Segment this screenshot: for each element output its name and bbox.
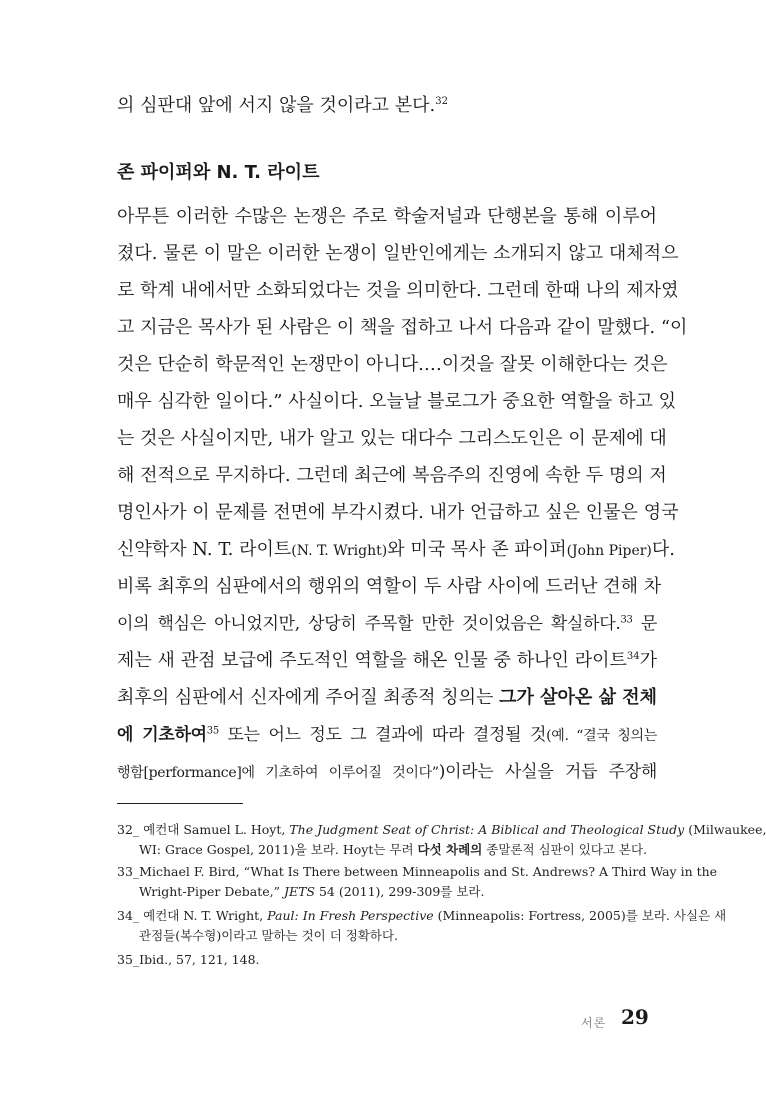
footnote-label: 33_ (117, 864, 140, 879)
name-gloss-wright: (N. T. Wright) (291, 543, 388, 559)
journal-title: JETS (283, 884, 315, 899)
footnote-text: 예컨대 Samuel L. Hoyt, (139, 822, 290, 837)
footnote-label: 35_ (117, 952, 140, 967)
footnote-text: Wright-Piper Debate,” (139, 884, 284, 899)
body-line (117, 717, 657, 753)
footnote-text: 관점들(복수형)이라고 말하는 것이 더 정확하다. (139, 928, 399, 943)
body-text: 다. (651, 539, 676, 560)
body-line (117, 643, 657, 679)
body-line: 고 지금은 목사가 된 사람은 이 책을 접하고 나서 다음과 같이 말했다. “이 (117, 317, 688, 338)
intro-text: 의 심판대 앞에 서지 않을 것이라고 본다. (117, 95, 436, 116)
body-line: 로 학계 내에서만 소화되었다는 것을 의미한다. 그런데 한때 나의 제자였 (117, 280, 679, 301)
footnote-ref-34[interactable]: 34 (626, 651, 640, 662)
body-line: 해 전적으로 무지하다. 그런데 최근에 복음주의 진영에 속한 두 명의 저 (117, 465, 667, 486)
body-line: 명인사가 이 문제를 전면에 부각시켰다. 내가 언급하고 싶은 인물은 영국 (117, 502, 679, 523)
body-line: 는 것은 사실이지만, 내가 알고 있는 대다수 그리스도인은 이 문제에 대 (117, 428, 667, 449)
footnote-ref-35[interactable]: 35 (206, 725, 219, 737)
body-text: 최후의 심판에서 신자에게 주어질 최종적 칭의는 (117, 687, 500, 708)
book-title: Paul: In Fresh Perspective (267, 908, 434, 923)
page-number: 29 (621, 1005, 649, 1029)
body-text: 가 (639, 650, 657, 671)
body-text: 이의 핵심은 아니었지만, 상당히 주목할 만한 것이었음은 확실하다. (117, 614, 621, 634)
footnote-text: Ibid., 57, 121, 148. (139, 952, 260, 967)
footnote-text: WI: Grace Gospel, 2011)을 보라. Hoyt는 무려 (139, 842, 418, 857)
body-text: )이라는 사실을 거듭 주장해 (438, 762, 657, 782)
footnote-text: (Milwaukee, (684, 822, 766, 837)
book-title: The Judgment Seat of Christ: A Biblical and Theological Study (289, 822, 685, 837)
footnote-34 (117, 906, 727, 946)
body-line (117, 532, 676, 568)
body-line (117, 606, 657, 642)
body-text: 신약학자 N. T. 라이트 (117, 539, 292, 560)
footnote-label: 32_ (117, 822, 140, 837)
body-line: 것은 단순히 학문적인 논쟁만이 아니다.…이것을 잘못 이해한다는 것은 (117, 354, 668, 375)
body-text: 와 미국 목사 존 파이퍼 (387, 539, 567, 560)
footnote-35 (117, 950, 657, 970)
body-line: 비록 최후의 심판에서의 행위의 역할이 두 사람 사이에 드러난 견해 차 (117, 576, 662, 597)
footnote-text: 54 (2011), 299-309를 보라. (315, 884, 485, 899)
footnote-text: 예컨대 N. T. Wright, (139, 908, 268, 923)
footnote-text: Michael F. Bird, “What Is There between Minneapolis and St. Andrews? A Third Way in the (139, 864, 718, 879)
emphasis-text: 그가 살아온 삶 전체 (499, 687, 657, 708)
body-line (117, 754, 657, 790)
footnote-text: (Minneapolis: Fortress, 2005)를 보라. 사실은 새 (433, 908, 727, 923)
footnote-text: 종말론적 심판이 있다고 본다. (482, 842, 648, 857)
emphasis-text: 다섯 차례의 (417, 842, 483, 857)
body-text: 또는 어느 정도 그 결과에 따라 결정될 것 (218, 725, 547, 745)
body-line: 졌다. 물론 이 말은 이러한 논쟁이 일반인에게는 소개되지 않고 대체적으 (117, 243, 679, 264)
example-note: (예. “결국 칭의는 (546, 728, 657, 744)
body-text: 제는 새 관점 보급에 주도적인 역할을 해온 인물 중 하나인 라이트 (117, 650, 627, 671)
running-footer-section: 서론 (581, 1016, 607, 1030)
section-heading: 존 파이퍼와 N. T. 라이트 (117, 162, 320, 183)
footnote-ref-33[interactable]: 33 (620, 614, 633, 626)
example-note: 행함[performance]에 기초하여 이루어질 것이다” (117, 765, 439, 781)
name-gloss-piper: (John Piper) (566, 543, 652, 559)
intro-paragraph (117, 91, 657, 121)
footnote-divider (117, 803, 243, 804)
footnote-33 (117, 862, 718, 902)
footnote-label: 34_ (117, 908, 140, 923)
footnote-32 (117, 820, 766, 860)
footnote-ref-32[interactable]: 32 (435, 96, 448, 107)
body-text: 문 (632, 614, 657, 634)
body-line (117, 680, 657, 716)
body-line: 아무튼 이러한 수많은 논쟁은 주로 학술저널과 단행본을 통해 이루어 (117, 206, 657, 227)
body-line: 매우 심각한 일이다.” 사실이다. 오늘날 블로그가 중요한 역할을 하고 있 (117, 391, 677, 412)
emphasis-text: 에 기초하여 (117, 725, 207, 745)
